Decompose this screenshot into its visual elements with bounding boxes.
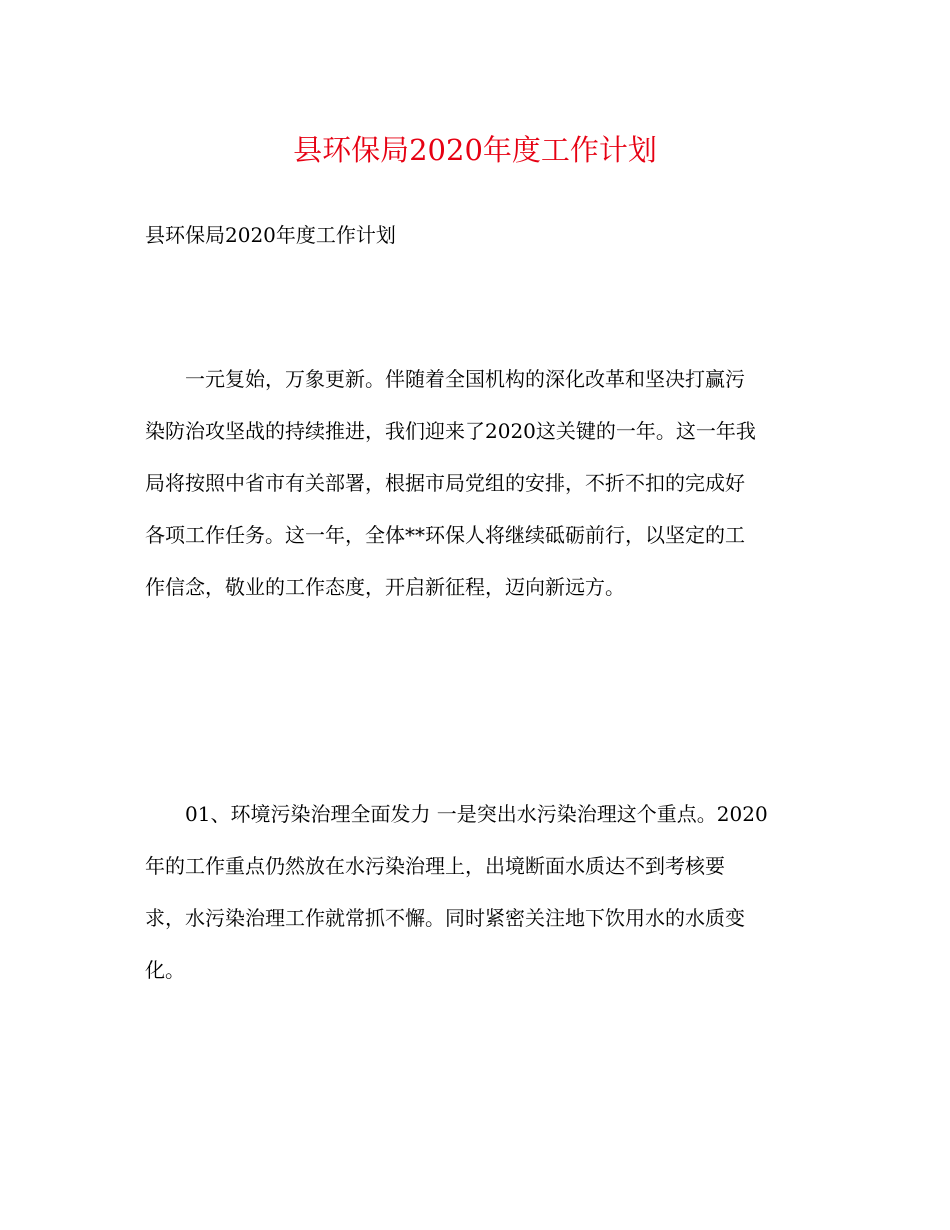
paragraph-line: 年的工作重点仍然放在水污染治理上，出境断面水质达不到考核要	[145, 854, 725, 878]
paragraph-line: 01、环境污染治理全面发力 一是突出水污染治理这个重点。2020	[145, 802, 768, 826]
paragraph-section-01	[145, 788, 810, 996]
document-title: 县环保局2020年度工作计划	[293, 133, 657, 167]
paragraph-line: 求，水污染治理工作就常抓不懈。同时紧密关注地下饮用水的水质变	[145, 906, 745, 930]
paragraph-line: 各项工作任务。这一年，全体**环保人将继续砥砺前行，以坚定的工	[145, 523, 745, 547]
paragraph-line: 局将按照中省市有关部署，根据市局党组的安排，不折不扣的完成好	[145, 471, 745, 495]
paragraph-line: 一元复始，万象更新。伴随着全国机构的深化改革和坚决打赢污	[145, 367, 745, 391]
paragraph-line: 作信念，敬业的工作态度，开启新征程，迈向新远方。	[145, 575, 625, 599]
paragraph-line: 化。	[145, 958, 185, 982]
paragraph-line: 染防治攻坚战的持续推进，我们迎来了2020这关键的一年。这一年我	[145, 419, 756, 443]
paragraph-intro	[145, 353, 810, 613]
document-subtitle: 县环保局2020年度工作计划	[145, 223, 396, 247]
